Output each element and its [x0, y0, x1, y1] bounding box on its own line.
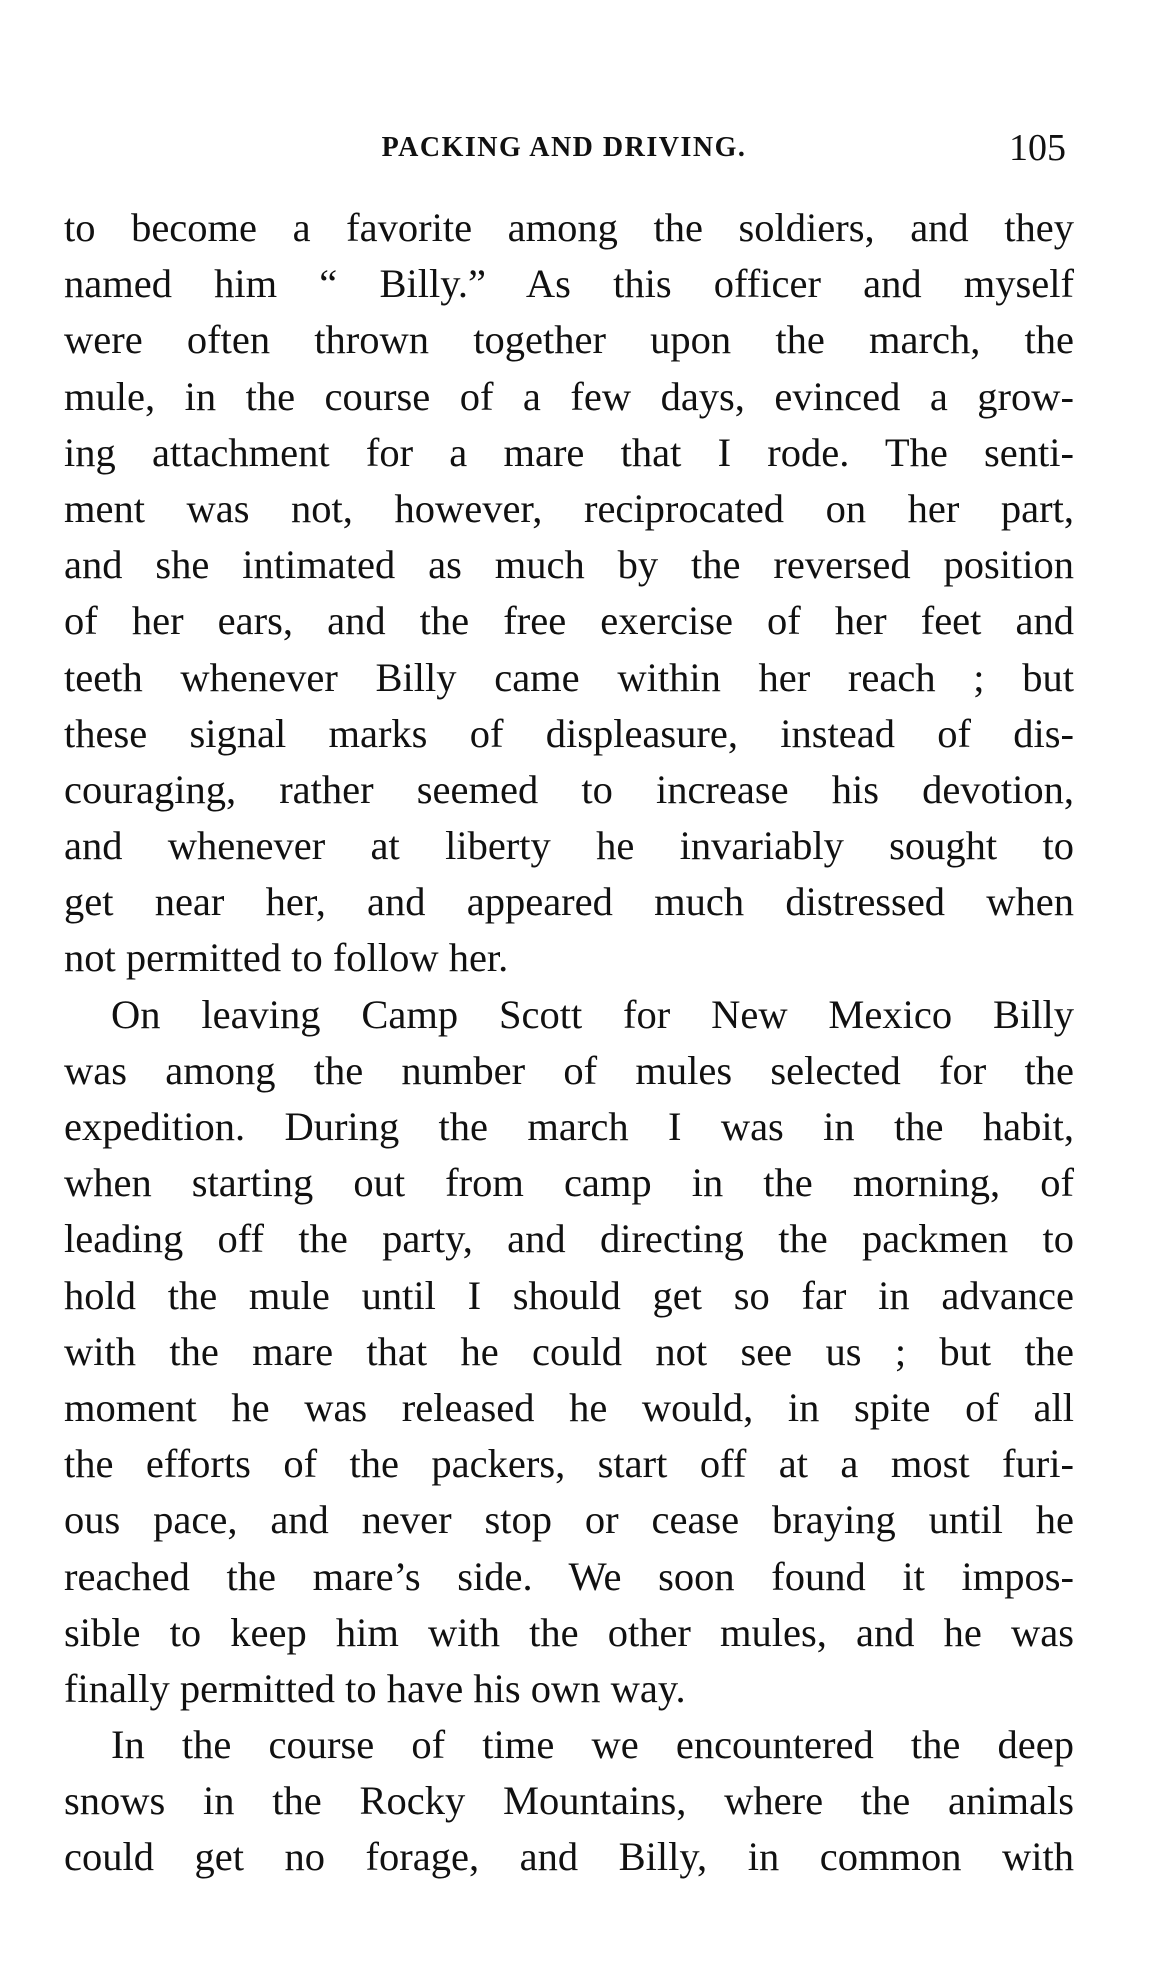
text-line: when starting out from camp in the morning, of — [64, 1160, 1074, 1206]
text-line: teeth whenever Billy came within her reach ; but — [64, 654, 1074, 700]
text-line: the efforts of the packers, start off at a most furi- — [64, 1441, 1074, 1487]
text-line: these signal marks of displeasure, instead of dis- — [64, 710, 1074, 756]
text-line: reached the mare’s side. We soon found it impos- — [64, 1553, 1074, 1599]
paragraph-1 — [64, 200, 1074, 987]
text-line: expedition. During the march I was in the habit, — [64, 1104, 1074, 1149]
text-line: get near her, and appeared much distressed when — [64, 879, 1074, 925]
text-line: On leaving Camp Scott for New Mexico Billy — [111, 991, 1074, 1037]
text-line: snows in the Rocky Mountains, where the animals — [64, 1778, 1074, 1824]
page-number: 105 — [1009, 127, 1066, 169]
text-line: of her ears, and the free exercise of her feet and — [64, 598, 1074, 644]
text-line: couraging, rather seemed to increase his devotion, — [64, 766, 1074, 812]
text-line: ment was not, however, reciprocated on her part, — [64, 485, 1074, 531]
text-line: with the mare that he could not see us ; but the — [64, 1328, 1074, 1374]
text-line: mule, in the course of a few days, evinced a grow- — [64, 373, 1074, 419]
book-page — [64, 0, 1074, 1970]
text-line: and whenever at liberty he invariably sought to — [64, 823, 1074, 869]
paragraph-2 — [64, 987, 1074, 1717]
text-line: moment he was released he would, in spite of all — [64, 1384, 1074, 1430]
text-line: In the course of time we encountered the deep — [111, 1722, 1074, 1768]
body-text — [64, 200, 1074, 1886]
text-line: hold the mule until I should get so far in advance — [64, 1272, 1074, 1318]
text-line: to become a favorite among the soldiers, and they — [64, 205, 1074, 250]
text-line: leading off the party, and directing the packmen to — [64, 1216, 1074, 1262]
text-line: were often thrown together upon the march, the — [64, 317, 1074, 363]
text-line: ous pace, and never stop or cease braying until he — [64, 1497, 1074, 1543]
text-line: could get no forage, and Billy, in common with — [64, 1834, 1074, 1880]
running-title: PACKING AND DRIVING. — [381, 132, 747, 163]
text-line: named him “ Billy.” As this officer and myself — [64, 261, 1074, 307]
text-line: sible to keep him with the other mules, and he was — [64, 1609, 1074, 1655]
text-line: and she intimated as much by the reversed position — [64, 542, 1074, 588]
text-line: ing attachment for a mare that I rode. The senti- — [64, 429, 1074, 475]
text-line: finally permitted to have his own way. — [64, 1665, 686, 1711]
paragraph-3 — [64, 1717, 1074, 1886]
text-line: not permitted to follow her. — [64, 935, 509, 981]
text-line: was among the number of mules selected for the — [64, 1047, 1074, 1093]
running-head — [64, 126, 1074, 170]
